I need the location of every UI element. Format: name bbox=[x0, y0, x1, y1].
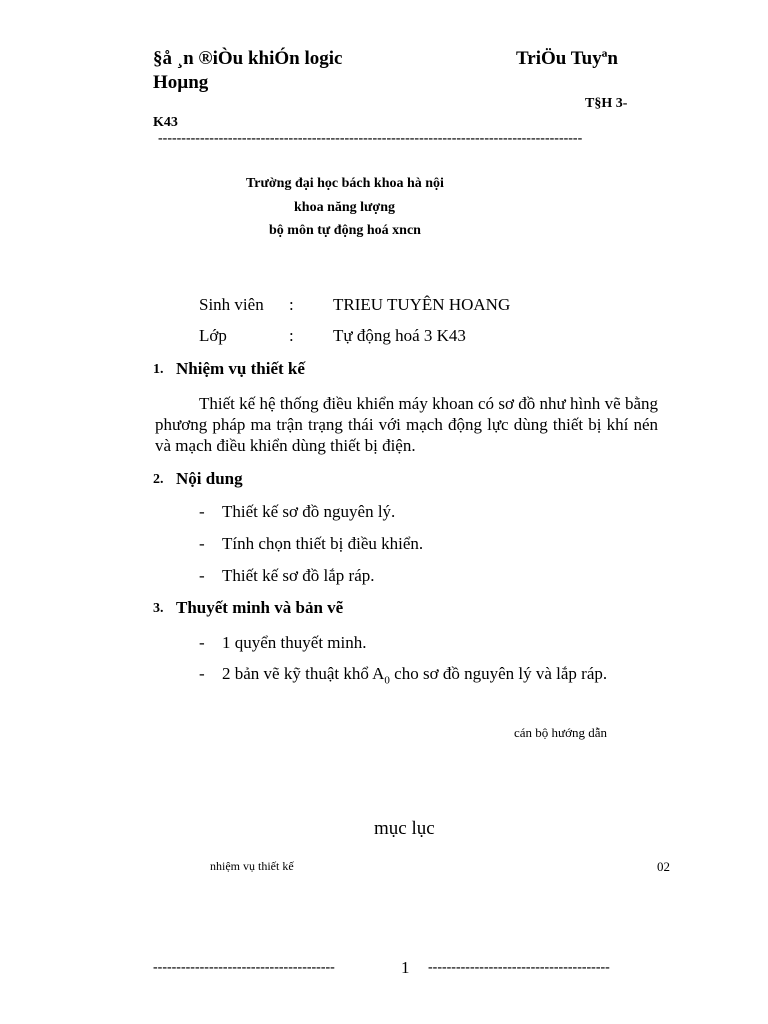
toc-entry-page: 02 bbox=[657, 859, 670, 874]
footer-rule-left: --------------------------------------- bbox=[153, 960, 335, 975]
list-item: Tính chọn thiết bị điều khiển. bbox=[222, 534, 424, 553]
header-doc-title: §å ¸n ®iÒu khiÓn logic bbox=[153, 48, 343, 69]
toc-title: mục lục bbox=[374, 818, 435, 839]
toc-entry-label: nhiệm vụ thiết kế bbox=[210, 859, 294, 873]
footer-page-number: 1 bbox=[401, 958, 410, 977]
list-item-text: 2 bản vẽ kỹ thuật khổ A bbox=[222, 664, 385, 683]
section-3-number: 3. bbox=[153, 601, 164, 616]
section-3-title: Thuyết minh và bản vẽ bbox=[176, 598, 344, 617]
bullet-dash: - bbox=[199, 664, 205, 683]
bullet-dash: - bbox=[199, 633, 205, 652]
list-item: Thiết kế sơ đồ nguyên lý. bbox=[222, 502, 396, 521]
header-author-name-cont: Hoµng bbox=[153, 72, 209, 93]
footer-rule-right: --------------------------------------- bbox=[428, 960, 610, 975]
institution-faculty: khoa năng lượng bbox=[294, 200, 395, 215]
section-1-number: 1. bbox=[153, 362, 164, 377]
bullet-dash: - bbox=[199, 566, 205, 585]
student-class-label: Lớp bbox=[199, 326, 227, 345]
bullet-dash: - bbox=[199, 534, 205, 553]
student-class-separator: : bbox=[289, 326, 294, 345]
student-name-label: Sinh viên bbox=[199, 295, 264, 314]
student-name-separator: : bbox=[289, 295, 294, 314]
section-2-number: 2. bbox=[153, 472, 164, 487]
section-2-title: Nội dung bbox=[176, 469, 243, 488]
bullet-dash: - bbox=[199, 502, 205, 521]
section-1-paragraph: Thiết kế hệ thống điều khiển máy khoan có sơ đồ như hình vẽ bằng phương pháp ma trận trạng thái với mạch động lực dùng thiết bị khí nén và mạch điều khiển dùng thiết bị điện. bbox=[155, 394, 658, 455]
subscript-zero: 0 bbox=[384, 674, 390, 687]
header-class-code-cont: K43 bbox=[153, 115, 178, 130]
section-1-title: Nhiệm vụ thiết kế bbox=[176, 359, 305, 378]
supervisor-signature-label: cán bộ hướng dẫn bbox=[514, 725, 607, 740]
student-name-value: TRIEU TUYÊN HOANG bbox=[333, 295, 511, 314]
header-author-name: TriÖu Tuyªn bbox=[516, 48, 618, 69]
list-item: 1 quyển thuyết minh. bbox=[222, 633, 367, 652]
list-item-text-cont: cho sơ đồ nguyên lý và lắp ráp. bbox=[389, 664, 608, 683]
list-item bbox=[222, 664, 607, 686]
institution-university: Trường đại học bách khoa hà nội bbox=[246, 176, 444, 191]
institution-department: bộ môn tự động hoá xncn bbox=[269, 223, 421, 238]
list-item: Thiết kế sơ đồ lắp ráp. bbox=[222, 566, 375, 585]
student-class-value: Tự động hoá 3 K43 bbox=[333, 326, 466, 345]
header-class-code: T§H 3- bbox=[585, 96, 628, 111]
header-rule: ------------------------------------------------------------------------------------------- bbox=[158, 131, 583, 146]
